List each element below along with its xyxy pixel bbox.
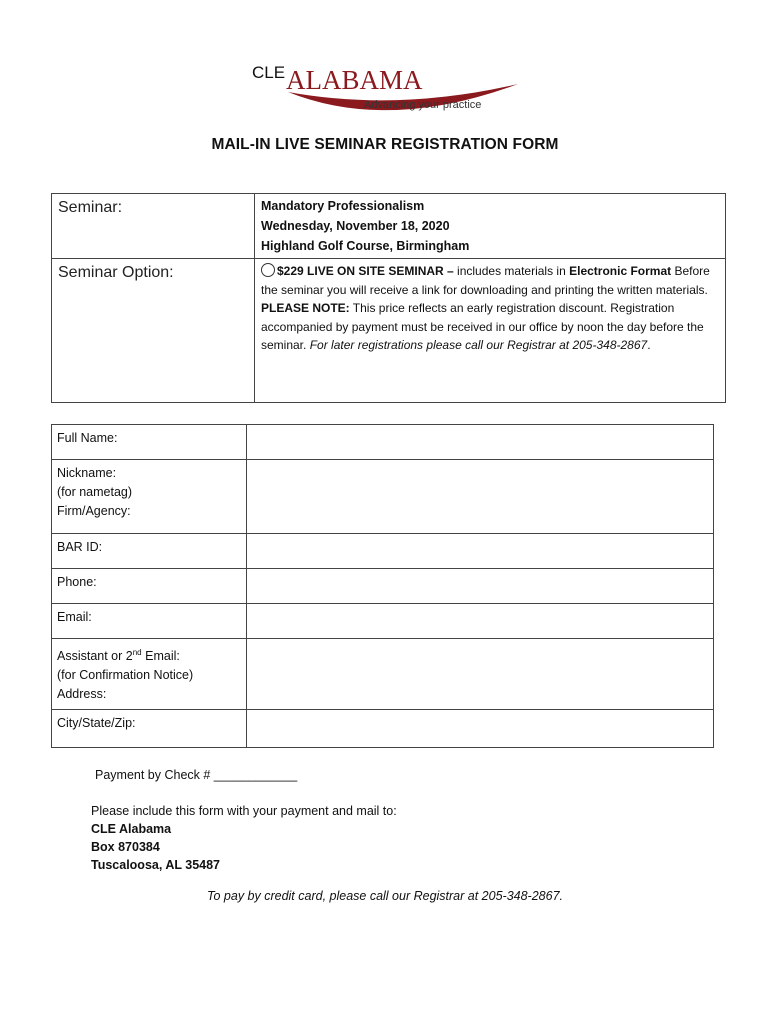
assistant-note: (for Confirmation Notice) xyxy=(57,668,194,683)
assistant-address-field[interactable] xyxy=(247,639,714,710)
option-period: . xyxy=(647,338,651,352)
credit-card-note: To pay by credit card, please call our Registrar at 205-348-2867. xyxy=(207,889,563,903)
seminar-table xyxy=(51,193,726,403)
seminar-option-label: Seminar Option: xyxy=(52,259,255,403)
seminar-details xyxy=(255,194,726,259)
seminar-location: Highland Golf Course, Birmingham xyxy=(261,239,470,253)
assistant-label-pre: Assistant or 2 xyxy=(57,649,133,664)
bar-id-label: BAR ID: xyxy=(52,534,247,569)
nickname-label: Nickname: xyxy=(57,466,117,480)
option-text-1: includes materials in xyxy=(453,264,570,278)
nickname-firm-labels xyxy=(52,460,247,534)
assistant-label-sup: nd xyxy=(132,648,142,657)
payment-by-check: Payment by Check # ____________ xyxy=(95,768,298,782)
email-input[interactable] xyxy=(247,605,713,621)
option-later-registrations: For later registrations please call our Registrar at 205-348-2867 xyxy=(309,338,648,352)
nickname-note: (for nametag) xyxy=(57,485,133,499)
nickname-firm-input[interactable] xyxy=(247,461,713,477)
assistant-address-labels xyxy=(52,639,247,710)
address-label: Address: xyxy=(57,687,107,702)
full-name-field[interactable] xyxy=(247,425,714,460)
form-title: MAIL-IN LIVE SEMINAR REGISTRATION FORM xyxy=(211,136,559,153)
email-label: Email: xyxy=(52,604,247,639)
full-name-label: Full Name: xyxy=(52,425,247,460)
city-state-zip-field[interactable] xyxy=(247,710,714,748)
option-format: Electronic Format xyxy=(569,264,672,278)
mail-address-line2: Box 870384 xyxy=(91,840,160,854)
logo-alabama: ALABAMA xyxy=(286,65,423,95)
onsite-option-radio[interactable] xyxy=(261,263,275,277)
registrant-table xyxy=(51,424,714,748)
assistant-email-label xyxy=(57,643,241,666)
seminar-option-cell xyxy=(255,259,726,403)
email-field[interactable] xyxy=(247,604,714,639)
option-price-title: $229 LIVE ON SITE SEMINAR – xyxy=(277,264,454,278)
city-state-zip-input[interactable] xyxy=(247,711,713,727)
mail-intro: Please include this form with your payment and mail to: xyxy=(91,804,397,818)
seminar-label: Seminar: xyxy=(52,194,255,259)
phone-field[interactable] xyxy=(247,569,714,604)
phone-label: Phone: xyxy=(52,569,247,604)
option-text-2: Before the seminar you will receive a link for downloading and printing the written materials. xyxy=(261,264,710,297)
bar-id-input[interactable] xyxy=(247,535,713,551)
nickname-firm-field[interactable] xyxy=(247,460,714,534)
mailing-instructions xyxy=(91,802,397,874)
city-state-zip-label: City/State/Zip: xyxy=(52,710,247,748)
full-name-input[interactable] xyxy=(247,426,713,442)
mail-address-line3: Tuscaloosa, AL 35487 xyxy=(91,858,220,872)
cle-alabama-logo xyxy=(248,62,524,120)
option-note-label: PLEASE NOTE: xyxy=(261,301,350,315)
assistant-address-input[interactable] xyxy=(247,640,713,656)
firm-label: Firm/Agency: xyxy=(57,504,131,518)
assistant-label-post: Email: xyxy=(141,649,180,664)
option-text-3: This price reflects an early registration discount. Registration accompanied by payment must be received in our office by noon the day before the seminar. xyxy=(261,301,704,352)
phone-input[interactable] xyxy=(247,570,713,586)
seminar-date: Wednesday, November 18, 2020 xyxy=(261,219,450,233)
logo-tagline: Advancing your practice xyxy=(364,99,482,111)
bar-id-field[interactable] xyxy=(247,534,714,569)
seminar-name: Mandatory Professionalism xyxy=(261,199,425,213)
mail-address-line1: CLE Alabama xyxy=(91,822,172,836)
logo-cle: CLE xyxy=(252,63,286,82)
